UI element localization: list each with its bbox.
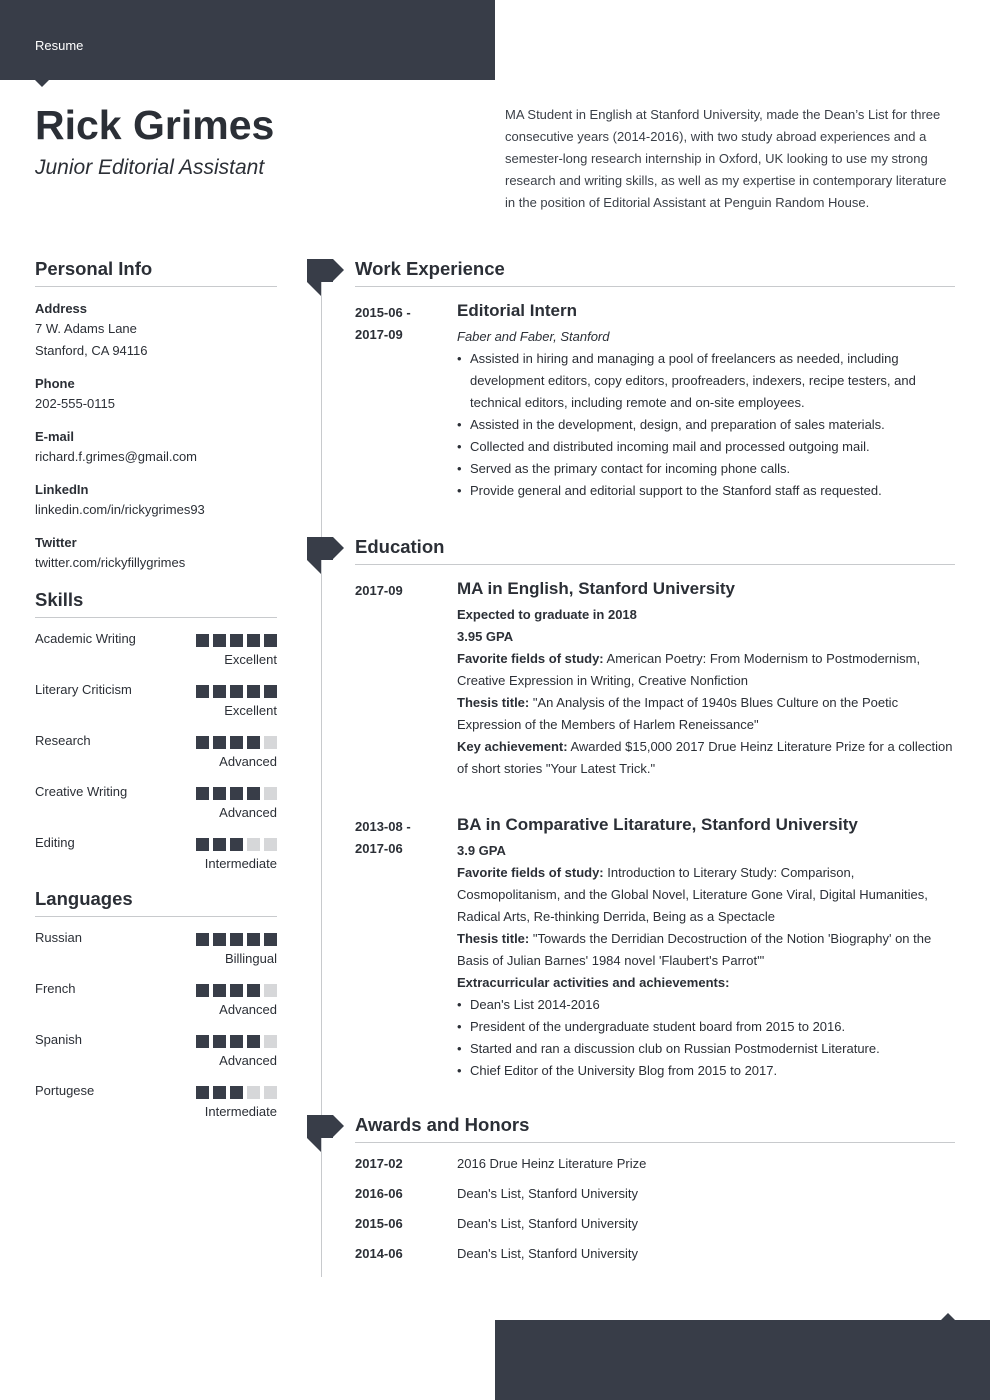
rating-meter bbox=[196, 933, 277, 946]
list-item: • Served as the primary contact for incoming phone calls. bbox=[457, 458, 955, 480]
ma-gpa: 3.95 GPA bbox=[457, 629, 514, 644]
rating-dot bbox=[230, 634, 243, 647]
rating-meter bbox=[196, 634, 277, 647]
rating-name: Spanish bbox=[35, 1032, 82, 1047]
ba-extra-label: Extracurricular activities and achievements: bbox=[457, 975, 730, 990]
rating-row bbox=[35, 1019, 277, 1070]
linkedin-label: LinkedIn bbox=[35, 482, 89, 497]
address-label: Address bbox=[35, 301, 88, 316]
rating-name: Research bbox=[35, 733, 91, 748]
thesis-label: Thesis title: bbox=[457, 931, 530, 946]
work-entry bbox=[355, 300, 955, 502]
skills-list bbox=[35, 618, 277, 873]
work-company: Faber and Faber, Stanford bbox=[457, 329, 610, 344]
rating-dot bbox=[196, 838, 209, 851]
ba-thesis bbox=[457, 928, 955, 972]
rating-dot bbox=[247, 1035, 260, 1048]
rating-dot bbox=[230, 933, 243, 946]
rating-row bbox=[35, 771, 277, 822]
twitter-label: Twitter bbox=[35, 535, 77, 550]
section-flag-icon bbox=[307, 259, 344, 297]
rating-dot bbox=[264, 1086, 277, 1099]
rating-name: Portugese bbox=[35, 1083, 95, 1098]
rating-dot bbox=[213, 838, 226, 851]
award-date: 2017-02 bbox=[355, 1156, 403, 1171]
fields-text: Introduction to Literary Study: Comparison, Cosmopolitanism, and the Global Novel, Literature Gone Viral, Digital Humanities, Radical Arts, Re-thinking Derrida, Being as a Spectacle bbox=[457, 865, 928, 924]
rating-row bbox=[35, 720, 277, 771]
rating-row bbox=[35, 822, 277, 873]
rating-level: Advanced bbox=[219, 754, 277, 769]
rating-dot bbox=[213, 1035, 226, 1048]
rating-dot bbox=[230, 1035, 243, 1048]
list-item: • Chief Editor of the University Blog from 2015 to 2017. bbox=[457, 1060, 955, 1082]
rating-row bbox=[35, 968, 277, 1019]
list-item: • Provide general and editorial support to the Stanford staff as requested. bbox=[457, 480, 955, 502]
rating-dot bbox=[247, 685, 260, 698]
rating-dot bbox=[213, 933, 226, 946]
award-text: 2016 Drue Heinz Literature Prize bbox=[457, 1156, 647, 1171]
rating-level: Advanced bbox=[219, 1053, 277, 1068]
rating-dot bbox=[264, 933, 277, 946]
rating-dot bbox=[264, 787, 277, 800]
rating-meter bbox=[196, 1035, 277, 1048]
rating-level: Intermediate bbox=[204, 1104, 277, 1119]
address-line1: 7 W. Adams Lane bbox=[35, 321, 137, 336]
fields-label: Favorite fields of study: bbox=[457, 651, 604, 666]
ma-expected: Expected to graduate in 2018 bbox=[457, 607, 637, 622]
list-item: • Started and ran a discussion club on Russian Postmodernist Literature. bbox=[457, 1038, 955, 1060]
date-end: 2017-06 bbox=[355, 841, 403, 856]
work-role: Editorial Intern bbox=[457, 301, 577, 320]
rating-level: Billingual bbox=[224, 951, 277, 966]
award-date: 2015-06 bbox=[355, 1216, 403, 1231]
rating-dot bbox=[264, 838, 277, 851]
personal-info-heading: Personal Info bbox=[35, 258, 277, 287]
rating-dot bbox=[213, 787, 226, 800]
rating-dot bbox=[213, 1086, 226, 1099]
rating-dot bbox=[196, 787, 209, 800]
rating-dot bbox=[230, 984, 243, 997]
rating-dot bbox=[264, 736, 277, 749]
ma-achievement bbox=[457, 736, 955, 780]
rating-level: Advanced bbox=[219, 805, 277, 820]
rating-dot bbox=[247, 787, 260, 800]
work-bullets bbox=[457, 348, 955, 502]
rating-dot bbox=[247, 736, 260, 749]
rating-name: French bbox=[35, 981, 76, 996]
rating-row bbox=[35, 917, 277, 968]
rating-dot bbox=[196, 736, 209, 749]
rating-meter bbox=[196, 736, 277, 749]
awards-section bbox=[355, 1114, 955, 1269]
ba-gpa: 3.9 GPA bbox=[457, 843, 506, 858]
rating-dot bbox=[196, 1086, 209, 1099]
education-entry-ma bbox=[355, 578, 955, 780]
ba-bullets bbox=[457, 994, 955, 1082]
rating-dot bbox=[196, 685, 209, 698]
list-item: • Collected and distributed incoming mail and processed outgoing mail. bbox=[457, 436, 955, 458]
thesis-text: "An Analysis of the Impact of 1940s Blues Culture on the Poetic Expression of the Members of Harlem Reneissance" bbox=[457, 695, 899, 732]
bottom-banner bbox=[495, 1320, 990, 1400]
award-text: Dean's List, Stanford University bbox=[457, 1186, 638, 1201]
date-end: 2017-09 bbox=[355, 327, 403, 342]
left-column bbox=[35, 258, 277, 1121]
work-section bbox=[355, 258, 955, 502]
achievement-label: Key achievement: bbox=[457, 739, 568, 754]
work-date bbox=[355, 302, 435, 346]
rating-name: Literary Criticism bbox=[35, 682, 132, 697]
date-start: 2013-08 - bbox=[355, 819, 411, 834]
top-banner bbox=[0, 0, 495, 80]
education-entry-ba bbox=[355, 814, 955, 1082]
address-line2: Stanford, CA 94116 bbox=[35, 343, 148, 358]
rating-dot bbox=[264, 984, 277, 997]
summary-paragraph: MA Student in English at Stanford University, made the Dean’s List for three consecutive years (2014-2016), with two study abroad experiences and a semester-long research internship in Oxford, UK looking to use my strong research and writing skills, as well as my expertise in contemporary literature in the position of Editorial Assistant at Penguin Random House. bbox=[505, 107, 947, 210]
achievement-text: Awarded $15,000 2017 Drue Heinz Literature Prize for a collection of short stories "Your Latest Trick." bbox=[457, 739, 953, 776]
rating-level: Excellent bbox=[224, 652, 277, 667]
doc-label: Resume bbox=[35, 38, 84, 53]
education-heading: Education bbox=[355, 536, 955, 565]
phone-label: Phone bbox=[35, 376, 75, 391]
rating-row bbox=[35, 669, 277, 720]
rating-dot bbox=[213, 685, 226, 698]
list-item: • Dean's List 2014-2016 bbox=[457, 994, 955, 1016]
candidate-name: Rick Grimes bbox=[35, 102, 275, 148]
thesis-text: "Towards the Derridian Decostruction of the Notion 'Biography' on the Basis of Julian Barnes' 1984 novel 'Flaubert's Parrot'" bbox=[457, 931, 932, 968]
rating-dot bbox=[230, 685, 243, 698]
rating-name: Creative Writing bbox=[35, 784, 128, 799]
rating-name: Academic Writing bbox=[35, 631, 136, 646]
rating-row bbox=[35, 1070, 277, 1121]
rating-dot bbox=[230, 838, 243, 851]
twitter-value[interactable]: twitter.com/rickyfillygrimes bbox=[35, 555, 186, 570]
ma-thesis bbox=[457, 692, 955, 736]
rating-dot bbox=[196, 933, 209, 946]
rating-meter bbox=[196, 787, 277, 800]
ma-degree: MA in English, Stanford University bbox=[457, 579, 736, 598]
list-item: • Assisted in hiring and managing a pool of freelancers as needed, including development editors, copy editors, proofreaders, indexers, recipe testers, and technical editors, including remote and on-site employees. bbox=[457, 348, 955, 414]
award-text: Dean's List, Stanford University bbox=[457, 1216, 638, 1231]
rating-dot bbox=[264, 634, 277, 647]
award-date: 2014-06 bbox=[355, 1246, 403, 1261]
awards-list bbox=[355, 1149, 955, 1269]
ma-fields bbox=[457, 648, 955, 692]
award-text: Dean's List, Stanford University bbox=[457, 1246, 638, 1261]
rating-dot bbox=[247, 1086, 260, 1099]
rating-dot bbox=[196, 1035, 209, 1048]
section-flag-icon bbox=[307, 1115, 344, 1153]
rating-dot bbox=[247, 838, 260, 851]
date-start: 2015-06 - bbox=[355, 305, 411, 320]
list-item: • Assisted in the development, design, and preparation of sales materials. bbox=[457, 414, 955, 436]
banner-notch bbox=[35, 80, 49, 87]
rating-meter bbox=[196, 1086, 277, 1099]
rating-dot bbox=[247, 933, 260, 946]
rating-dot bbox=[230, 787, 243, 800]
banner-notch bbox=[941, 1313, 955, 1320]
rating-dot bbox=[264, 1035, 277, 1048]
phone-value: 202-555-0115 bbox=[35, 396, 115, 411]
rating-meter bbox=[196, 838, 277, 851]
fields-label: Favorite fields of study: bbox=[457, 865, 604, 880]
ma-date: 2017-09 bbox=[355, 583, 403, 598]
languages-heading: Languages bbox=[35, 888, 277, 917]
rating-dot bbox=[230, 1086, 243, 1099]
rating-dot bbox=[196, 634, 209, 647]
rating-level: Advanced bbox=[219, 1002, 277, 1017]
rating-level: Excellent bbox=[224, 703, 277, 718]
rating-name: Russian bbox=[35, 930, 82, 945]
award-row bbox=[355, 1209, 955, 1239]
candidate-title: Junior Editorial Assistant bbox=[35, 156, 265, 179]
award-date: 2016-06 bbox=[355, 1186, 403, 1201]
award-row bbox=[355, 1149, 955, 1179]
section-flag-icon bbox=[307, 537, 344, 575]
rating-dot bbox=[213, 984, 226, 997]
award-row bbox=[355, 1239, 955, 1269]
rating-dot bbox=[213, 736, 226, 749]
rating-meter bbox=[196, 685, 277, 698]
rating-dot bbox=[247, 984, 260, 997]
awards-heading: Awards and Honors bbox=[355, 1114, 955, 1143]
fields-text: American Poetry: From Modernism to Postmodernism, Creative Expression in Writing, Creative Nonfiction bbox=[457, 651, 921, 688]
email-value[interactable]: richard.f.grimes@gmail.com bbox=[35, 449, 198, 464]
rating-dot bbox=[213, 634, 226, 647]
rating-meter bbox=[196, 984, 277, 997]
linkedin-value[interactable]: linkedin.com/in/rickygrimes93 bbox=[35, 502, 205, 517]
skills-heading: Skills bbox=[35, 589, 277, 618]
rating-row bbox=[35, 618, 277, 669]
rating-dot bbox=[230, 736, 243, 749]
award-row bbox=[355, 1179, 955, 1209]
languages-list bbox=[35, 917, 277, 1121]
work-heading: Work Experience bbox=[355, 258, 955, 287]
rating-dot bbox=[264, 685, 277, 698]
email-label: E-mail bbox=[35, 429, 75, 444]
list-item: • President of the undergraduate student board from 2015 to 2016. bbox=[457, 1016, 955, 1038]
thesis-label: Thesis title: bbox=[457, 695, 530, 710]
ba-degree: BA in Comparative Litarature, Stanford University bbox=[457, 815, 858, 834]
ba-fields bbox=[457, 862, 955, 928]
rating-name: Editing bbox=[35, 835, 75, 850]
rating-dot bbox=[196, 984, 209, 997]
education-section bbox=[355, 536, 955, 1082]
ba-date bbox=[355, 816, 435, 860]
rating-dot bbox=[247, 634, 260, 647]
rating-level: Intermediate bbox=[204, 856, 277, 871]
